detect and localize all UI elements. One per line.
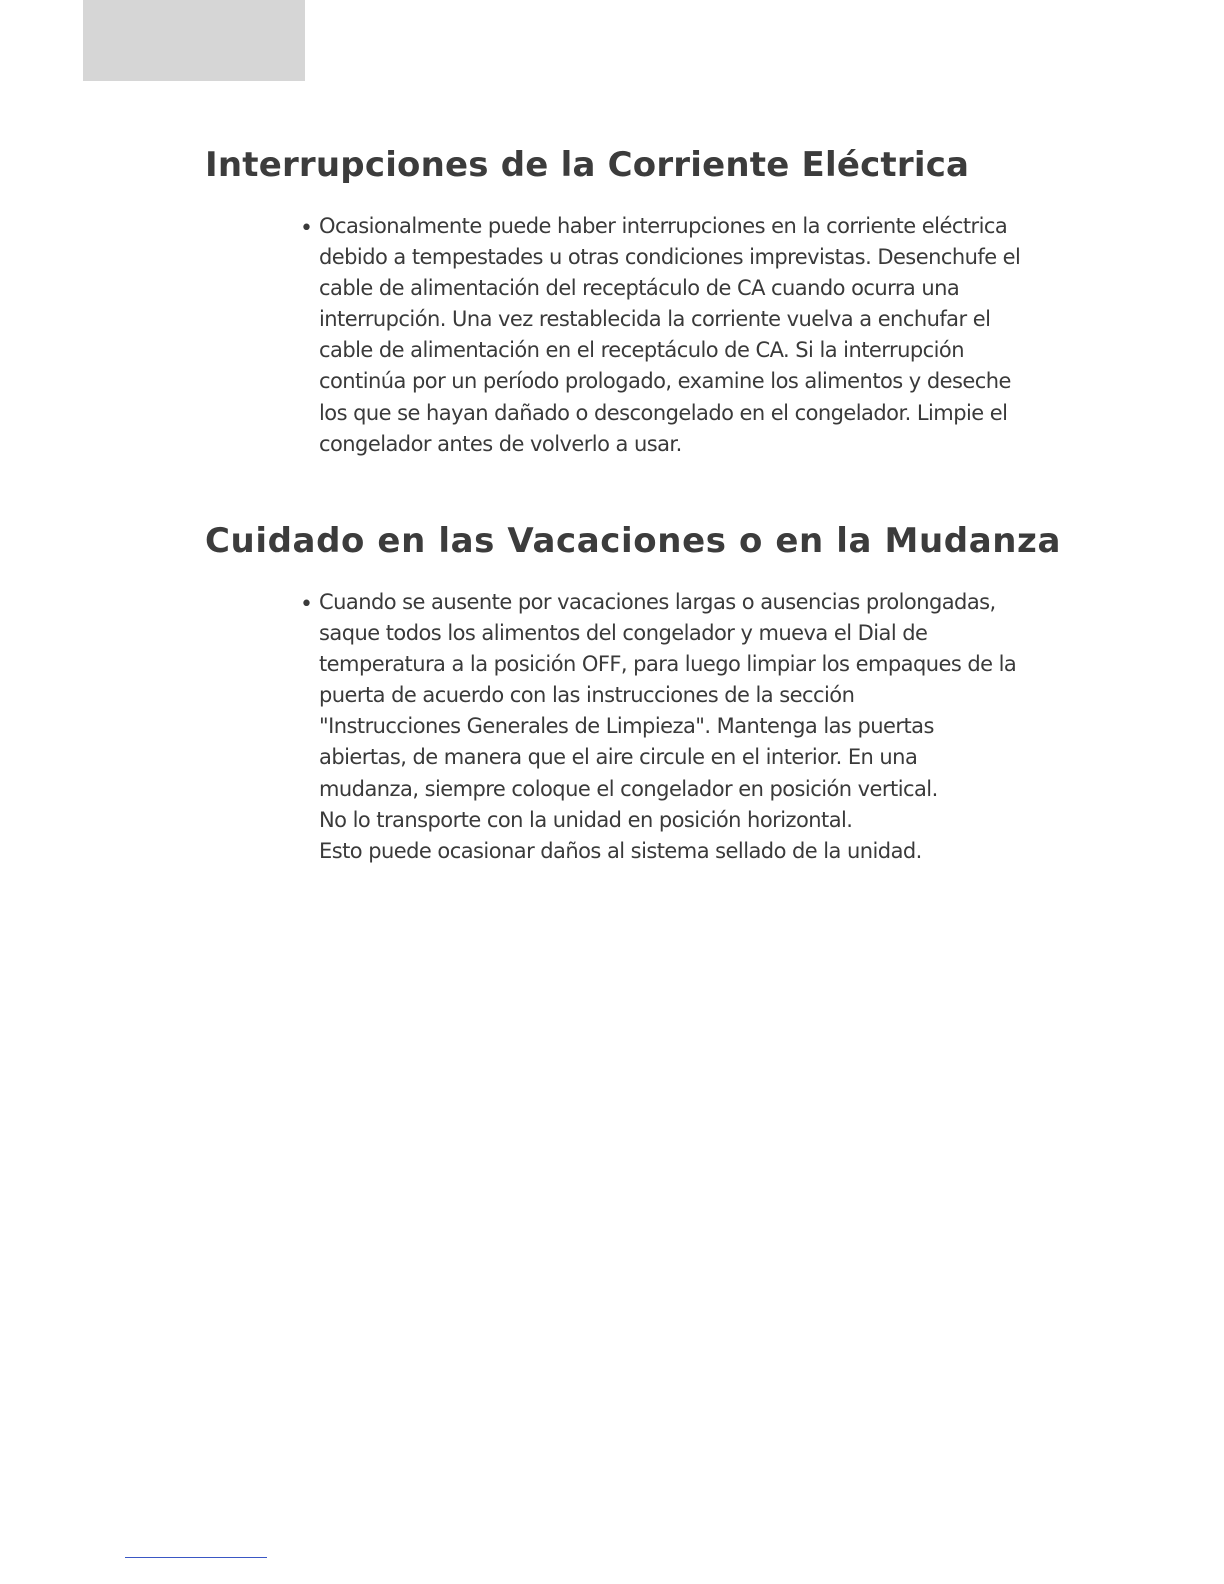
text-line: abiertas, de manera que el aire circule en el interior. En una bbox=[319, 745, 918, 770]
text-line: Cuando se ausente por vacaciones largas o ausencias prolongadas, bbox=[319, 590, 996, 614]
bullet-icon: • bbox=[300, 216, 313, 241]
text-line: interrupción. Una vez restablecida la corriente vuelva a enchufar el bbox=[319, 307, 991, 332]
page-corner-tab bbox=[83, 0, 305, 81]
text-line: los que se hayan dañado o descongelado en el congelador. Limpie el bbox=[319, 400, 1008, 425]
text-line: Esto puede ocasionar daños al sistema sellado de la unidad. bbox=[319, 838, 922, 863]
text-line: mudanza, siempre coloque el congelador en posición vertical. bbox=[319, 776, 938, 801]
text-line: No lo transporte con la unidad en posición horizontal. bbox=[319, 807, 853, 832]
text-line: temperatura a la posición OFF, para luego limpiar los empaques de la bbox=[319, 652, 1017, 677]
text-line: congelador antes de volverlo a usar. bbox=[319, 431, 682, 456]
text-line: saque todos los alimentos del congelador y mueva el Dial de bbox=[319, 621, 928, 646]
section-heading-power-outage: Interrupciones de la Corriente Eléctrica bbox=[205, 145, 970, 185]
text-line: cable de alimentación en el receptáculo de CA. Si la interrupción bbox=[319, 338, 964, 363]
section-heading-vacation-moving: Cuidado en las Vacaciones o en la Mudanza bbox=[205, 521, 1061, 561]
bullet-paragraph bbox=[319, 211, 1019, 460]
footer-rule bbox=[125, 1557, 267, 1558]
text-line: Ocasionalmente puede haber interrupciones en la corriente eléctrica bbox=[319, 214, 1008, 238]
text-line: cable de alimentación del receptáculo de CA cuando ocurra una bbox=[319, 276, 960, 301]
text-line: continúa por un período prologado, examine los alimentos y deseche bbox=[319, 369, 1011, 394]
text-line: "Instrucciones Generales de Limpieza". Mantenga las puertas bbox=[319, 714, 934, 739]
bullet-icon: • bbox=[300, 592, 313, 617]
text-line: puerta de acuerdo con las instrucciones de la sección bbox=[319, 683, 855, 708]
bullet-paragraph bbox=[319, 587, 1019, 867]
text-line: debido a tempestades u otras condiciones imprevistas. Desenchufe el bbox=[319, 245, 1021, 270]
